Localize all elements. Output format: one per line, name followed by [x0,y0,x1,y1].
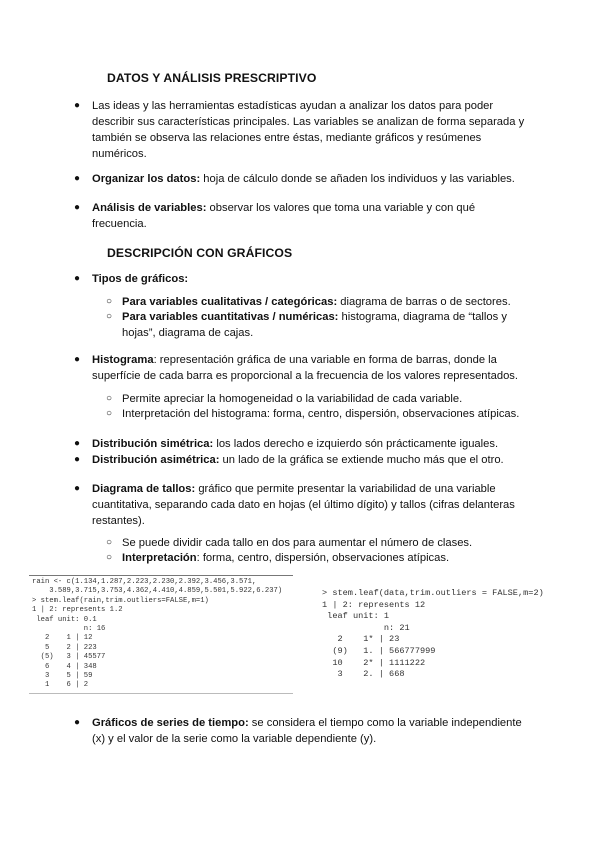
item-label: Para variables cuantitativas / numéricas: [122,311,339,323]
item-label: Distribución asimétrica: [92,454,220,466]
circle-bullet-icon: ○ [106,296,113,307]
item-cuantitativas [122,309,522,341]
code-line: n: 21 [322,622,410,633]
section-title-graficos: DESCRIPCIÓN CON GRÁFICOS [107,246,293,260]
item-simetrica [92,436,552,452]
item-label: Organizar los datos: [92,173,201,185]
code-line: leaf unit: 0.1 [32,615,97,624]
item-text: gráfico que permite presentar la variabilidad de una variable cuantitativa, separando cada dato en hojas (el último dígito) y tallos (cifras delanteras restantes). [92,483,515,527]
item-interpretacion [122,550,542,566]
code-line: 1 | 2: represents 12 [322,599,426,610]
item-series [92,715,532,747]
code-block-rain [32,578,282,691]
circle-bullet-icon: ○ [106,537,113,548]
circle-bullet-icon: ○ [106,408,113,419]
code-line: > stem.leaf(rain,trim.outliers=FALSE,m=1) [32,596,209,605]
item-text: : representación gráfica de una variable en forma de barras, donde la superfície de cada barra es proporcional a la frecuencia de los valores representados. [92,354,518,382]
item-dividir: Se puede dividir cada tallo en dos para aumentar el número de clases. [122,537,473,549]
bullet-icon: ● [74,438,81,449]
circle-bullet-icon: ○ [106,393,113,404]
item-label: Distribución simétrica: [92,438,214,450]
item-tallos [92,481,532,529]
item-text: diagrama de barras o de sectores. [337,296,511,308]
item-histograma [92,352,532,384]
item-asimetrica [92,452,552,468]
item-organizar [92,171,552,187]
item-label: Histograma [92,354,154,366]
intro-paragraph: Las ideas y las herramientas estadísticas ayudan a analizar los datos para poder describir sus características principales. Las variables se analizan de forma separada y también se observa las relaciones entre éstas, mediante gráficos y resúmenes numéricos. [92,100,525,160]
code-line: 1 6 | 2 [32,681,89,690]
section-title-datos: DATOS Y ANÁLISIS PRESCRIPTIVO [107,71,317,85]
circle-bullet-icon: ○ [106,552,113,563]
bullet-icon: ● [74,483,81,494]
code-line: 2 1* | 23 [322,634,400,645]
circle-bullet-icon: ○ [106,311,113,322]
item-text: : forma, centro, dispersión, observaciones atípicas. [196,552,450,564]
bullet-icon: ● [74,717,81,728]
code-line: (9) 1. | 566777999 [322,645,436,656]
code-line: 10 2* | 1111222 [322,657,426,668]
item-label: Interpretación [122,552,197,564]
code-block-data [322,588,544,681]
bullet-icon: ● [74,273,81,284]
item-text: histograma, diagrama de “tallos y hojas”, diagrama de cajas. [122,311,507,339]
item-label: Gráficos de series de tiempo: [92,717,249,729]
bullet-icon: ● [74,173,81,184]
item-text: observar los valores que toma una variable y con qué frecuencia. [92,202,476,230]
code-line: leaf unit: 1 [322,611,390,622]
item-text: un lado de la gráfica se extiende mucho más que el otro. [219,454,504,466]
item-label: Análisis de variables: [92,202,207,214]
item-label: Diagrama de tallos: [92,483,196,495]
code-line: 6 4 | 348 [32,662,97,671]
code-line: 2 1 | 12 [32,634,93,643]
bullet-icon: ● [74,354,81,365]
code-divider-top [29,575,293,576]
item-analisis [92,200,512,232]
item-text: hoja de cálculo donde se añaden los individuos y las variables. [200,173,515,185]
code-line: 5 2 | 223 [32,643,97,652]
bullet-icon: ● [74,454,81,465]
item-interpretacion-histograma: Interpretación del histograma: forma, centro, dispersión, observaciones atípicas. [122,408,520,420]
code-divider-bottom [29,693,293,694]
code-line: (5) 3 | 45577 [32,653,106,662]
item-text: los lados derecho e izquierdo són prácticamente iguales. [213,438,499,450]
code-line: 1 | 2: represents 1.2 [32,606,123,615]
bullet-icon: ● [74,100,81,111]
code-line: > stem.leaf(data,trim.outliers = FALSE,m=2) [322,588,544,598]
code-line: rain <- c(1.134,1.287,2.223,2.230,2.392,3.456,3.571, [32,578,257,586]
item-cualitativas [122,294,542,310]
bullet-icon: ● [74,202,81,213]
item-homogeneidad: Permite apreciar la homogeneidad o la variabilidad de cada variable. [122,393,463,405]
code-line: 3 5 | 59 [32,672,93,681]
item-label: Tipos de gráficos: [92,273,189,285]
code-line: 3 2. | 668 [322,669,405,680]
code-line: n: 16 [32,625,106,634]
item-tipos [92,271,188,287]
item-text: se considera el tiempo como la variable independiente (x) y el valor de la serie como la variable dependiente (y). [92,717,522,745]
item-label: Para variables cualitativas / categóricas: [122,296,338,308]
code-line: 3.589,3.715,3.753,4.362,4.410,4.859,5.501,5.922,6.237) [32,587,283,596]
